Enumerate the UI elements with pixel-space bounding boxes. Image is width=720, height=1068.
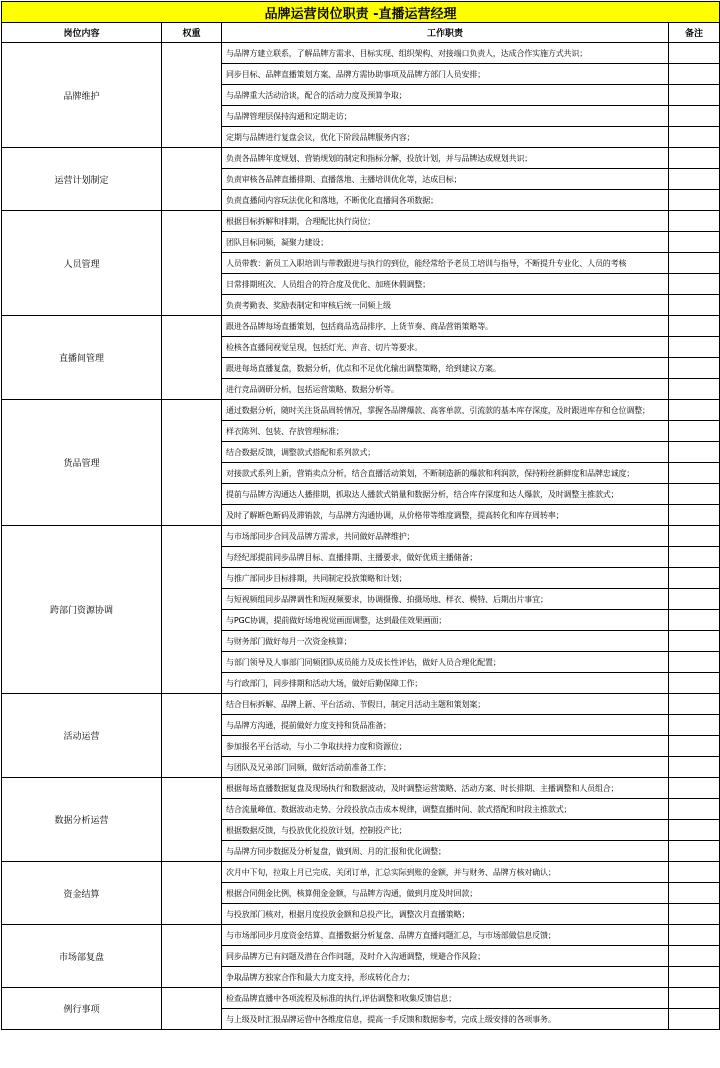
category-cell: 跨部门资源协调 xyxy=(2,526,162,694)
table-row xyxy=(2,43,720,64)
duty-cell: 与部门领导及人事部门同频团队成员能力及成长性评估，做好人员合理化配置； xyxy=(222,652,669,673)
category-cell: 运营计划制定 xyxy=(2,148,162,211)
table-row xyxy=(2,400,720,421)
duty-cell: 与市场部同步合同及品牌方需求，共同做好品牌维护； xyxy=(222,526,669,547)
note-cell xyxy=(669,148,720,169)
note-cell xyxy=(669,631,720,652)
duty-cell: 与上级及时汇报品牌运营中各维度信息，提高一手反馈和数据参考，完成上级安排的各项事务。 xyxy=(222,1009,669,1030)
duty-cell: 与市场部同步月度资金结算、直播数据分析复盘、品牌方直播问题汇总，与市场部做信息反馈； xyxy=(222,925,669,946)
duty-cell: 与品牌方建立联系，了解品牌方需求、目标实现、组织架构、对接端口负责人，达成合作实施方式共识； xyxy=(222,43,669,64)
weight-cell xyxy=(162,778,222,862)
note-cell xyxy=(669,64,720,85)
duty-cell: 对接款式系列上新，营销卖点分析，结合直播活动策划，不断制造新的爆款和利润款，保持粉丝新鲜度和品牌忠诚度； xyxy=(222,463,669,484)
duty-cell: 与行政部门，同步排期和活动大场，做好后勤保障工作； xyxy=(222,673,669,694)
duty-cell: 与投放部门核对，根据月度投放金额和总投产比，调整次月直播策略； xyxy=(222,904,669,925)
duty-cell: 结合数据反馈，调整款式搭配和系列款式； xyxy=(222,442,669,463)
note-cell xyxy=(669,337,720,358)
duty-cell: 结合目标拆解、品牌上新、平台活动、节假日，制定月活动主题和策划案； xyxy=(222,694,669,715)
duty-cell: 与品牌管理层保持沟通和定期走访； xyxy=(222,106,669,127)
duty-cell: 负责各品牌年度规划、营销规划的制定和指标分解，投放计划，并与品牌达成规划共识； xyxy=(222,148,669,169)
duty-cell: 跟进每场直播复盘，数据分析，优点和不足优化输出调整策略，给到建议方案。 xyxy=(222,358,669,379)
note-cell xyxy=(669,883,720,904)
note-cell xyxy=(669,946,720,967)
note-cell xyxy=(669,43,720,64)
weight-cell xyxy=(162,316,222,400)
duty-cell: 团队目标同频，凝聚力建设； xyxy=(222,232,669,253)
duty-cell: 争取品牌方独家合作和最大力度支持，形成转化合力； xyxy=(222,967,669,988)
note-cell xyxy=(669,274,720,295)
category-cell: 活动运营 xyxy=(2,694,162,778)
note-cell xyxy=(669,967,720,988)
duty-cell: 与品牌方同步数据及分析复盘，做到周、月的汇报和优化调整； xyxy=(222,841,669,862)
table-row xyxy=(2,778,720,799)
category-cell: 市场部复盘 xyxy=(2,925,162,988)
note-cell xyxy=(669,820,720,841)
table-row xyxy=(2,148,720,169)
note-cell xyxy=(669,295,720,316)
note-cell xyxy=(669,421,720,442)
note-cell xyxy=(669,169,720,190)
duty-cell: 与PGC协调，提前做好场地视觉画面调整，达到最佳效果画面； xyxy=(222,610,669,631)
note-cell xyxy=(669,253,720,274)
duty-cell: 与短视频组同步品牌调性和短视频要求，协调摄像、拍摄场地、样衣、模特、后期出片事宜； xyxy=(222,589,669,610)
weight-cell xyxy=(162,988,222,1030)
page-title: 品牌运营岗位职责 -直播运营经理 xyxy=(2,2,720,23)
duty-cell: 及时了解断色断码及滞销款，与品牌方沟通协调，从价格带等维度调整，提高转化和库存周转率； xyxy=(222,505,669,526)
weight-cell xyxy=(162,148,222,211)
duty-cell: 与推广部同步目标排期，共同制定投放策略和计划； xyxy=(222,568,669,589)
note-cell xyxy=(669,358,720,379)
table-row xyxy=(2,316,720,337)
note-cell xyxy=(669,379,720,400)
header-note: 备注 xyxy=(669,23,720,43)
table-row xyxy=(2,988,720,1009)
duty-cell: 同步品牌方已有问题及潜在合作问题，及时介入沟通调整，规避合作风险； xyxy=(222,946,669,967)
header-weight: 权重 xyxy=(162,23,222,43)
note-cell xyxy=(669,799,720,820)
category-cell: 资金结算 xyxy=(2,862,162,925)
weight-cell xyxy=(162,694,222,778)
note-cell xyxy=(669,400,720,421)
note-cell xyxy=(669,841,720,862)
duty-cell: 与品牌重大活动洽谈，配合的活动力度及预算争取； xyxy=(222,85,669,106)
table-row xyxy=(2,694,720,715)
duty-cell: 参加报名平台活动，与小二争取扶持力度和资源位； xyxy=(222,736,669,757)
duty-cell: 负责审核各品牌直播排期、直播落地、主播培训优化等，达成目标； xyxy=(222,169,669,190)
duty-cell: 根据每场直播数据复盘及现场执行和数据波动，及时调整运营策略、活动方案、时长排期、主播调整和人员组合； xyxy=(222,778,669,799)
weight-cell xyxy=(162,925,222,988)
note-cell xyxy=(669,904,720,925)
duty-cell: 提前与品牌方沟通达人播排期，抓取达人播款式销量和数据分析，结合库存深度和达人爆款，及时调整主推款式； xyxy=(222,484,669,505)
duty-cell: 次月中下旬，拉取上月已完成、关闭订单，汇总实际到账的金额，并与财务、品牌方核对确认； xyxy=(222,862,669,883)
note-cell xyxy=(669,610,720,631)
duty-cell: 同步目标、品牌直播策划方案、品牌方需协助事项及品牌方部门人员安排； xyxy=(222,64,669,85)
note-cell xyxy=(669,484,720,505)
duty-cell: 跟进各品牌每场直播策划，包括商品选品排序、上货节奏、商品营销策略等。 xyxy=(222,316,669,337)
duty-cell: 根据合同佣金比例，核算佣金金额，与品牌方沟通，做到月度及时回款； xyxy=(222,883,669,904)
table-row xyxy=(2,526,720,547)
note-cell xyxy=(669,211,720,232)
duty-cell: 样衣陈列、包装、存放管理标准； xyxy=(222,421,669,442)
duty-cell: 负责考勤表、奖励表制定和审核后统一同频上级 xyxy=(222,295,669,316)
note-cell xyxy=(669,862,720,883)
category-cell: 例行事项 xyxy=(2,988,162,1030)
note-cell xyxy=(669,715,720,736)
duty-cell: 与品牌方沟通，提前做好力度支持和货品准备； xyxy=(222,715,669,736)
table-row xyxy=(2,862,720,883)
table-row xyxy=(2,211,720,232)
duty-cell: 检查品牌直播中各项流程及标准的执行,评估调整和收集反馈信息； xyxy=(222,988,669,1009)
header-row xyxy=(2,23,720,43)
duty-cell: 进行竞品调研分析，包括运营策略、数据分析等。 xyxy=(222,379,669,400)
note-cell xyxy=(669,463,720,484)
duty-cell: 根据目标拆解和排期，合理配比执行岗位； xyxy=(222,211,669,232)
weight-cell xyxy=(162,400,222,526)
note-cell xyxy=(669,988,720,1009)
note-cell xyxy=(669,442,720,463)
responsibility-table xyxy=(1,1,720,1030)
duty-cell: 结合流量峰值、数据波动走势、分段投放点击成本规律，调整直播时间、款式搭配和时段主推款式； xyxy=(222,799,669,820)
note-cell xyxy=(669,316,720,337)
weight-cell xyxy=(162,211,222,316)
note-cell xyxy=(669,106,720,127)
note-cell xyxy=(669,526,720,547)
note-cell xyxy=(669,85,720,106)
note-cell xyxy=(669,589,720,610)
duty-cell: 与财务部门做好每月一次资金核算； xyxy=(222,631,669,652)
duty-cell: 与团队及兄弟部门同频，做好活动前准备工作； xyxy=(222,757,669,778)
note-cell xyxy=(669,736,720,757)
category-cell: 货品管理 xyxy=(2,400,162,526)
category-cell: 直播间管理 xyxy=(2,316,162,400)
note-cell xyxy=(669,547,720,568)
note-cell xyxy=(669,127,720,148)
note-cell xyxy=(669,1009,720,1030)
duty-cell: 负责直播间内容玩法优化和落地，不断优化直播间各项数据； xyxy=(222,190,669,211)
weight-cell xyxy=(162,526,222,694)
header-duties: 工作职责 xyxy=(222,23,669,43)
category-cell: 人员管理 xyxy=(2,211,162,316)
header-category: 岗位内容 xyxy=(2,23,162,43)
duty-cell: 通过数据分析，随时关注货品周转情况，掌握各品牌爆款、高客单款、引流款的基本库存深度，及时跟进库存和仓位调整； xyxy=(222,400,669,421)
note-cell xyxy=(669,652,720,673)
note-cell xyxy=(669,778,720,799)
note-cell xyxy=(669,190,720,211)
note-cell xyxy=(669,673,720,694)
duty-cell: 人员带教：新员工入职培训与带教跟进与执行的到位，能经常给予老员工培训与指导，不断提升专业化、人员的考核 xyxy=(222,253,669,274)
duty-cell: 日常排期班次、人员组合的符合度及优化、加班休假调整； xyxy=(222,274,669,295)
duty-cell: 检核各直播间视觉呈现，包括灯光、声音、切片等要求。 xyxy=(222,337,669,358)
note-cell xyxy=(669,757,720,778)
note-cell xyxy=(669,694,720,715)
category-cell: 数据分析运营 xyxy=(2,778,162,862)
title-row xyxy=(2,2,720,23)
note-cell xyxy=(669,925,720,946)
table-body xyxy=(2,2,720,1030)
category-cell: 品牌维护 xyxy=(2,43,162,148)
duty-cell: 与经纪部提前同步品牌目标、直播排期、主播要求，做好优质主播储备； xyxy=(222,547,669,568)
note-cell xyxy=(669,505,720,526)
duty-cell: 根据数据反馈，与投放优化投放计划，控制投产比； xyxy=(222,820,669,841)
duty-cell: 定期与品牌进行复盘会议，优化下阶段品牌服务内容； xyxy=(222,127,669,148)
weight-cell xyxy=(162,43,222,148)
note-cell xyxy=(669,568,720,589)
note-cell xyxy=(669,232,720,253)
table-row xyxy=(2,925,720,946)
weight-cell xyxy=(162,862,222,925)
